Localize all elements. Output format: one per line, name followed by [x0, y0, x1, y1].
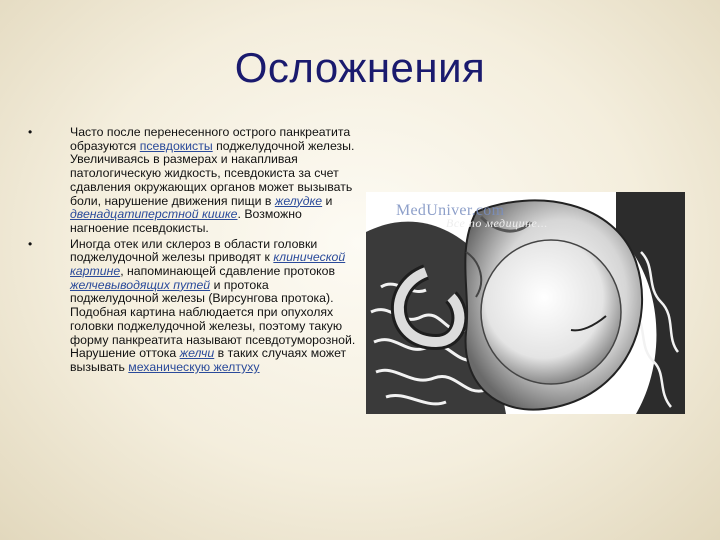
watermark-subtitle: Все по медицине...: [446, 216, 548, 230]
slide-title: Осложнения: [234, 44, 486, 91]
bullet-marker: •: [28, 236, 33, 251]
inline-link[interactable]: механическую желтуху: [128, 359, 260, 374]
bullet-list: [28, 126, 358, 375]
text-segment: Часто после перенесенного острого панкреатита образуются: [70, 125, 351, 153]
text-segment: и: [322, 193, 333, 208]
inline-link[interactable]: клинической картине: [70, 250, 346, 279]
bullet-item: [28, 238, 358, 375]
bullet-item: [28, 126, 358, 236]
bullet-text: [70, 237, 355, 374]
bullet-marker: •: [28, 125, 33, 139]
anatomy-illustration: [366, 192, 685, 414]
text-segment: Иногда отек или склероз в области головки поджелудочной железы приводят к: [70, 236, 318, 265]
text-segment: . Возможно нагноение псевдокисты.: [70, 207, 302, 235]
inline-link[interactable]: желчевыводящих путей: [70, 277, 211, 292]
text-segment: и протока поджелудочной железы (Вирсунгова протока). Подобная картина наблюдается при опухолях головки поджелудочной железы, поэтому такую форму панкреатита называют псевдотуморозной. Нарушение оттока: [70, 277, 356, 361]
inline-link[interactable]: двенадцатиперстной кишке: [70, 207, 238, 222]
text-segment: в таких случаях может вызывать: [70, 346, 347, 374]
inline-link[interactable]: желчи: [179, 346, 215, 361]
watermark-text: MedUniver.com: [396, 202, 505, 219]
inline-link[interactable]: желудке: [274, 193, 323, 208]
text-segment: , напоминающей сдавление протоков: [120, 264, 336, 279]
inline-link[interactable]: псевдокисты: [139, 138, 213, 153]
bullet-text: [70, 125, 354, 235]
text-segment: поджелудочной железы. Увеличиваясь в размерах и накапливая патологическую жидкость, псевдокиста за счет сдавления окружающих органов может вызывать боли, нарушение движения пищи в: [70, 138, 355, 208]
